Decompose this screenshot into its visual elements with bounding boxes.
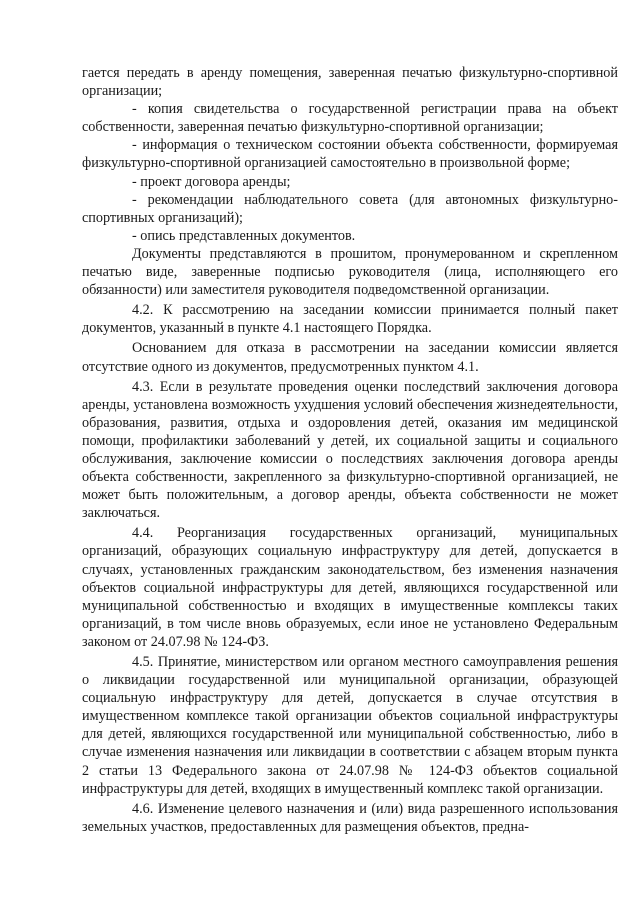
paragraph-section-4-6: 4.6. Изменение целевого назначения и (или) вида разрешенного использования земельных участков, предоставленных для размещения объектов, предна- — [82, 800, 618, 835]
paragraph-document-inventory: - опись представленных документов. — [132, 227, 356, 244]
paragraph-lease-draft: - проект договора аренды; — [132, 173, 291, 190]
paragraph-technical-condition-info: - информация о техническом состоянии объекта собственности, формируемая физкультурно-спортивной организацией самостоятельно в произвольной форме; — [82, 137, 618, 172]
paragraph-section-4-5: 4.5. Принятие, министерством или органом местного самоуправления решения о ликвидации государственной или муниципальной организации, образующей социальную инфраструктуру для детей, допускается в случае отсутствия в имущественном комплексе такой организации объектов социальной инфраструктуры для детей, являющихся государственной или муниципальной собственностью, либо в случае изменения назначения или ликвидации в соответствии с абзацем вторым пункта 2 статьи 13 Федерального закона от 24.07.98 № 124-ФЗ объектов социальной инфраструктуры для детей, входящих в имущественный комплекс такой организации. — [82, 654, 618, 797]
paragraph-section-4-3: 4.3. Если в результате проведения оценки последствий заключения договора аренды, установлена возможность ухудшения условий обеспечения жизнедеятельности, образования, развития, отдыха и оздоровления детей, оказания им медицинской помощи, профилактики заболеваний у детей, их социальной защиты и социального обслуживания, заключение комиссии о последствиях заключения договора аренды объекта собственности, закрепленного за физкультурно-спортивной организацией, не может быть положительным, а договор аренды, объекта собственности не может заключаться. — [82, 378, 618, 522]
paragraph-section-4-4: 4.4. Реорганизация государственных организаций, муниципальных организаций, образующих социальную инфраструктуру для детей, допускается в случаях, установленных гражданским законодательством, без изменения назначения объектов социальной инфраструктуры для детей, являющихся государственной или муниципальной собственностью и входящих в имущественные комплексы таких организаций, в том числе вновь образуемых, если иное не установлено Федеральным законом от 24.07.98 № 124-ФЗ. — [82, 525, 618, 650]
document-page — [82, 64, 618, 836]
paragraph-section-4-2: 4.2. К рассмотрению на заседании комиссии принимается полный пакет документов, указанный в пункте 4.1 настоящего Порядка. — [82, 302, 618, 337]
paragraph-supervisory-board-recommendations: - рекомендации наблюдательного совета (для автономных физкультурно-спортивных организаций); — [82, 191, 618, 226]
paragraph-refusal-grounds: Основанием для отказа в рассмотрении на заседании комиссии является отсутствие одного из документов, предусмотренных пунктом 4.1. — [82, 340, 618, 375]
paragraph-premises-lease-continuation: гается передать в аренду помещения, заверенная печатью физкультурно-спортивной организации; — [82, 65, 618, 100]
paragraph-registration-certificate: - копия свидетельства о государственной регистрации права на объект собственности, заверенная печатью физкультурно-спортивной организации; — [82, 101, 618, 136]
paragraph-documents-submission: Документы представляются в прошитом, пронумерованном и скрепленном печатью виде, заверенные подписью руководителя (лица, исполняющего его обязанности) или заместителя руководителя подведомственной организации. — [82, 245, 618, 299]
